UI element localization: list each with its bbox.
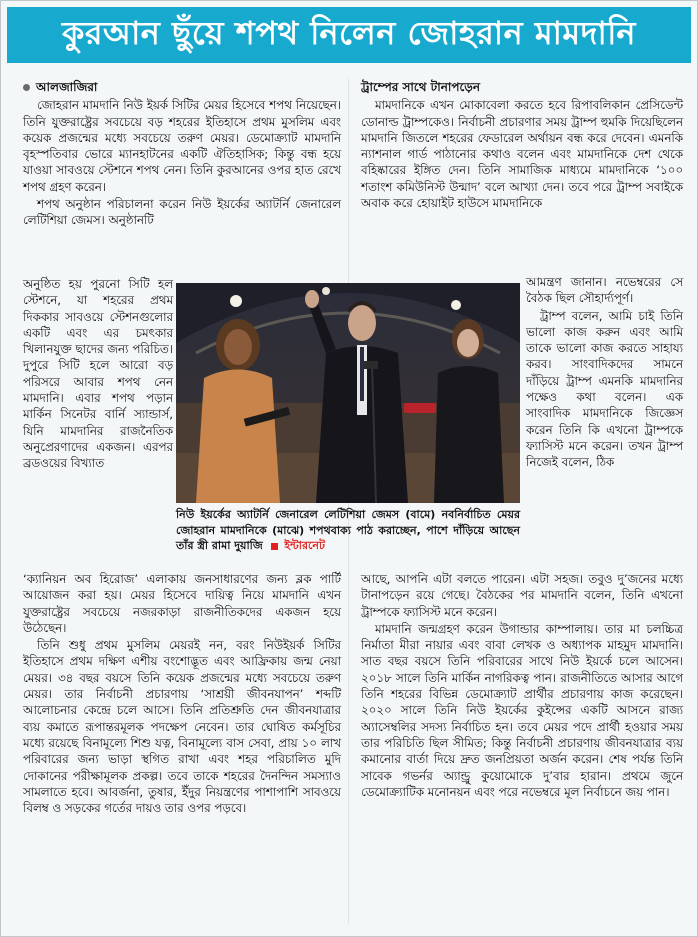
photo-credit: ইন্টারনেট (284, 539, 325, 552)
paragraph: আছে, আপনি এটা বলতে পারেন। এটা সহজ। তবুও দু’জনের মধ্যে টানাপড়েন রয়ে গেছে। বৈঠকের পর মামদানি বলেন, তিনি এখনো ট্রাম্পকে ফ্যাসিস্ট মনে করেন। (361, 572, 683, 619)
paragraph: অনুষ্ঠিত হয় পুরনো সিটি হল স্টেশনে, যা শহরের প্রথম দিককার সাবওয়ে স্টেশনগুলোর একটি এবং এর চমৎকার খিলানযুক্ত ছাদের জন্য পরিচিত। দুপুরে সিটি হলে আরো বড় পরিসরে আবার শপথ নেন মামদানি। এবার শপথ পড়ান মার্কিন সিনেটর বার্নি স্যান্ডার্স, যিনি মামদানির রাজনৈতিক অনুপ্রেরণাদের একজন। এরপর ব্রডওয়ের বিখ্যাত (23, 277, 173, 471)
caption-text: নিউ ইয়র্কের অ্যাটর্নি জেনারেল লেটিশিয়া জেমস (বামে) নবনির্বাচিত মেয়র জোহরান মামদানিকে (মাঝে) শপথবাক্য পাঠ করাচ্ছেন, পাশে দাঁড়িয়ে আছেন তাঁর স্ত্রী রামা দুয়াজি (176, 508, 520, 552)
source-name: আলজাজিরা (36, 80, 98, 94)
left-column-bottom (23, 571, 341, 816)
right-column-top (361, 79, 683, 211)
headline: কুরআন ছুঁয়ে শপথ নিলেন জোহরান মামদানি (61, 14, 636, 52)
credit-square-icon (271, 543, 278, 550)
paragraph: জোহরান মামদানি নিউ ইয়র্ক সিটির মেয়র হিসেবে শপথ নিয়েছেন। তিনি যুক্তরাষ্ট্রের সবচেয়ে বড় শহরের ইতিহাসে প্রথম মুসলিম এবং কয়েক প্রজন্মের মধ্যে সবচেয়ে তরুণ মেয়র। ডেমোক্র্যাট মামদানি বৃহস্পতিবার ভোরে ম্যানহাটনের একটি ঐতিহাসিক; কিন্তু বন্ধ হয়ে যাওয়া সাবওয়ে স্টেশনে শপথ নেন। তিনি কুরআনের ওপর হাত রেখে শপথ গ্রহণ করেন। (23, 98, 341, 194)
right-column-bottom (361, 571, 683, 800)
paragraph: তিনি শুধু প্রথম মুসলিম মেয়রই নন, বরং নিউইয়র্ক সিটির ইতিহাসে প্রথম দক্ষিণ এশীয় বংশোদ্ভূত এবং আফ্রিকায় জন্ম নেয়া মেয়র। ৩৪ বছর বয়সে তিনি কয়েক প্রজন্মের মধ্যে সবচেয়ে তরুণ মেয়র। তার নির্বাচনী প্রচারণায় ‘সাশ্রয়ী জীবনযাপন’ শব্দটি আলোচনার কেন্দ্রে চলে আসে। তিনি প্রতিশ্রুতি দেন জীবনযাত্রার ব্যয় কমাতে রূপান্তরমূলক পদক্ষেপ নেবেন। তার ঘোষিত কর্মসূচির মধ্যে রয়েছে বিনামূল্যে শিশু যত্ন, বিনামূল্যে বাস সেবা, প্রায় ১০ লাখ পরিবারের জন্য ভাড়া স্থগিত রাখা এবং শহর পরিচালিত মুদি দোকানের পরীক্ষামূলক প্রকল্প। তবে তাকে শহরের দৈনন্দিন সমস্যাও সামলাতে হবে। আবর্জনা, তুষার, ইঁদুর নিয়ন্ত্রণের পাশাপাশি সাবওয়ে বিলম্ব ও সড়কের গর্তের দায়ও তার ওপর পড়বে। (23, 638, 341, 816)
paragraph: আমন্ত্রণ জানান। নভেম্বরের সে বৈঠক ছিল সৌহার্দ্যপূর্ণ। (526, 275, 683, 306)
paragraph: ট্রাম্প বলেন, আমি চাই তিনি ভালো কাজ করুন এবং আমি তাকে ভালো কাজ করতে সাহায্য করব। সাংবাদিকদের সামনে দাঁড়িয়ে ট্রাম্প এমনকি মামদানির পক্ষেও কথা বলেন। এক সাংবাদিক মামদানিকে জিজ্ঞেস করেন তিনি কি এখনো ট্রাম্পকে ফ্যাসিস্ট মনে করেন। তখন ট্রাম্প নিজেই বলেন, ঠিক (526, 308, 683, 470)
paragraph: শপথ অনুষ্ঠান পরিচালনা করেন নিউ ইয়র্কের অ্যাটর্নি জেনারেল লেটিশিয়া জেমস। অনুষ্ঠানটি (23, 197, 341, 228)
subheading: ট্রাম্পের সাথে টানাপড়েন (361, 80, 481, 94)
left-column-top (23, 79, 341, 229)
paragraph: ‘ক্যানিয়ন অব হিরোজ’ এলাকায় জনসাধারণের জন্য ব্লক পার্টি আয়োজন করা হয়। মেয়র হিসেবে দায়িত্ব নিয়ে মামদানি এখন যুক্তরাষ্ট্রের সবচেয়ে নজরকাড়া রাজনীতিকদের একজন হয়ে উঠেছেন। (23, 572, 341, 635)
headline-bar (7, 7, 691, 63)
paragraph: মামদানি জন্মগ্রহণ করেন উগান্ডার কাম্পালায়। তার মা চলচ্চিত্র নির্মাতা মীরা নায়ার এবং বাবা লেখক ও অধ্যাপক মাহমুদ মামদানি। সাত বছর বয়সে তিনি পরিবারের সাথে নিউ ইয়র্কে চলে আসেন। ২০১৮ সালে তিনি মার্কিন নাগরিকত্ব পান। রাজনীতিতে আসার আগে তিনি শহরের বিভিন্ন ডেমোক্র্যাট প্রার্থীর প্রচারণায় কাজ করেছেন। ২০২০ সালে তিনি নিউ ইয়র্কের কুইন্সের একটি আসনে রাজ্য অ্যাসেম্বলির সদস্য নির্বাচিত হন। তবে মেয়র পদে প্রার্থী হওয়ার সময় তার পরিচিতি ছিল সীমিত; কিন্তু নির্বাচনী প্রচারণায় জীবনযাত্রার ব্যয় কমানোর বার্তা দিয়ে দ্রুত জনপ্রিয়তা অর্জন করেন। শেষ পর্যন্ত তিনি সাবেক গভর্নর অ্যান্ড্রু কুয়োমোকে দু’বার হারান। প্রথমে জুনে ডেমোক্র্যাটিক মনোনয়ন এবং পরে নভেম্বরে মূল নির্বাচনে জয় পান। (361, 621, 683, 799)
source-line (23, 79, 341, 95)
right-narrow-column (526, 274, 683, 471)
news-photo (176, 283, 520, 503)
photo-caption (176, 507, 520, 554)
swearing-in-photo (176, 283, 520, 503)
bullet-icon (23, 84, 30, 91)
left-narrow-column (23, 276, 173, 472)
paragraph: মামদানিকে এখন মোকাবেলা করতে হবে রিপাবলিকান প্রেসিডেন্ট ডোনাল্ড ট্রাম্পকেও। নির্বাচনী প্রচারণার সময় ট্রাম্প হুমকি দিয়েছিলেন মামদানি জিতলে শহরের ফেডারেল অর্থায়ন বন্ধ করে দেবেন। এমনকি ন্যাশনাল গার্ড পাঠানোর কথাও বলেন এবং মামদানিকে দেশ থেকে বহিষ্কারের ইঙ্গিত দেন। তিনি সামাজিক মাধ্যমে মামদানিকে ‘১০০ শতাংশ কমিউনিস্ট উন্মাদ’ বলে আখ্যা দেন। তবে পরে ট্রাম্প সবাইকে অবাক করে হোয়াইট হাউসে মামদানিকে (361, 98, 683, 211)
